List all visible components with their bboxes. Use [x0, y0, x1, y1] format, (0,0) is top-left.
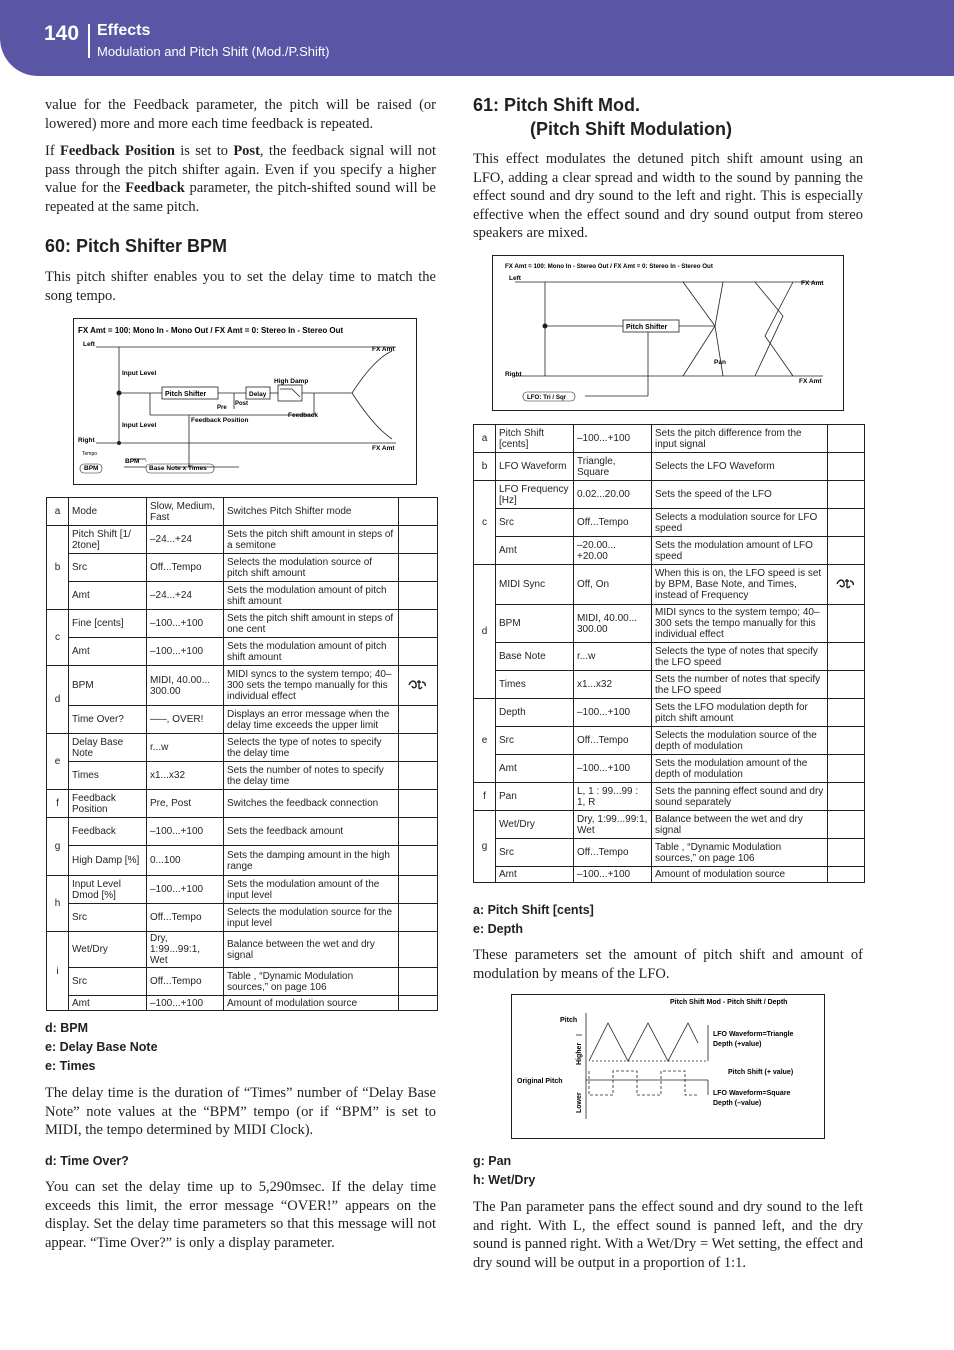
param-range: Dry, 1:99...99:1, Wet: [574, 811, 652, 839]
group-label: g: [474, 811, 496, 883]
table-row: [47, 554, 438, 582]
param-name: Feedback: [69, 818, 147, 846]
param-description: Sets the feedback amount: [224, 818, 399, 846]
tempo-sync-mark-cell: [399, 498, 438, 526]
param-name: Times: [69, 762, 147, 790]
param-description: Amount of modulation source: [224, 996, 399, 1011]
diagram-fx-amt-top: FX Amt: [372, 346, 395, 353]
table-row: [47, 582, 438, 610]
param-description: Table , “Dynamic Modulation sources,” on page 106: [652, 839, 828, 867]
tempo-sync-mark-cell: [828, 671, 865, 699]
subheading-depth: e: Depth: [473, 922, 523, 936]
tempo-sync-mark-cell: [828, 481, 865, 509]
header-divider: [88, 24, 90, 58]
tempo-sync-mark-cell: [399, 904, 438, 932]
subheading-wet-dry: h: Wet/Dry: [473, 1173, 536, 1187]
graph-depth-minus: Depth (–value): [713, 1100, 762, 1107]
section-heading-61-sub: (Pitch Shift Modulation): [530, 119, 732, 139]
tempo-sync-mark-cell: [828, 453, 865, 481]
table-row: [47, 968, 438, 996]
param-name: MIDI Sync: [496, 565, 574, 605]
paragraph-delay-time: The delay time is the duration of “Times” number of “Delay Base Note” note values at the “BPM” tempo (or if “BPM” is set to MIDI, the tempo determined by MIDI Clock).: [45, 1085, 436, 1139]
table-row: [474, 537, 865, 565]
param-description: Selects the type of notes to specify the delay time: [224, 734, 399, 762]
group-label: c: [47, 610, 69, 666]
diagram-label-right: Right: [78, 437, 95, 444]
table-row: [474, 727, 865, 755]
param-range: –100...+100: [147, 610, 224, 638]
param-range: –24...+24: [147, 526, 224, 554]
diagram2-fx-amt-top: FX Amt: [801, 280, 824, 287]
param-description: Selects the type of notes that specify the LFO speed: [652, 643, 828, 671]
diagram2-title: FX Amt = 100: Mono In - Stereo Out / FX Amt = 0: Stereo In - Stereo Out: [505, 263, 713, 270]
group-label: h: [47, 876, 69, 932]
tempo-sync-mark-cell: [399, 706, 438, 734]
table-row: [474, 671, 865, 699]
param-range: –100...+100: [574, 699, 652, 727]
param-name: Fine [cents]: [69, 610, 147, 638]
group-label: f: [474, 783, 496, 811]
subheading-block-r2: [473, 1152, 535, 1190]
diagram2-pitch-shifter: Pitch Shifter: [626, 324, 668, 331]
param-description: Sets the number of notes to specify the delay time: [224, 762, 399, 790]
param-description: Selects the modulation source of the depth of modulation: [652, 727, 828, 755]
tempo-sync-mark-cell: [828, 839, 865, 867]
param-range: –––, OVER!: [147, 706, 224, 734]
param-description: Selects the modulation source for the input level: [224, 904, 399, 932]
tempo-sync-mark-cell: [828, 867, 865, 883]
tempo-sync-mark-cell: [399, 790, 438, 818]
param-name: Src: [496, 727, 574, 755]
group-label: e: [47, 734, 69, 790]
param-range: r...w: [147, 734, 224, 762]
tempo-sync-mark-cell: [828, 755, 865, 783]
subsection-title: Modulation and Pitch Shift (Mod./P.Shift): [97, 44, 330, 59]
table-row: [47, 818, 438, 846]
table-row: [47, 876, 438, 904]
param-range: x1...x32: [574, 671, 652, 699]
paragraph-pan: The Pan parameter pans the effect sound and dry sound to the left and right. With L, the effect sound is panned left, and the dry sound is panned right. With a Wet/Dry = Wet setting, the effect and dry sound will be output in a proportion of 1:1.: [473, 1199, 863, 1271]
diagram2-lfo: LFO: Tri / Sqr: [527, 394, 567, 401]
param-name: Amt: [496, 867, 574, 883]
param-name: Amt: [69, 582, 147, 610]
diagram-high-damp: High Damp: [274, 378, 309, 385]
param-name: Src: [69, 554, 147, 582]
param-name: Time Over?: [69, 706, 147, 734]
table-row: [47, 666, 438, 706]
param-name: Src: [69, 904, 147, 932]
diagram2-pan: Pan: [714, 359, 726, 366]
graph-original-pitch: Original Pitch: [517, 1078, 563, 1085]
param-range: Off...Tempo: [574, 509, 652, 537]
tempo-sync-mark-cell: [399, 638, 438, 666]
diagram-pre: Pre: [217, 405, 227, 411]
param-range: –20.00... +20.00: [574, 537, 652, 565]
param-description: Sets the modulation amount of the input level: [224, 876, 399, 904]
table-row: [474, 755, 865, 783]
param-name: LFO Waveform: [496, 453, 574, 481]
param-description: Sets the pitch difference from the input signal: [652, 425, 828, 453]
param-name: Amt: [496, 755, 574, 783]
group-label: c: [474, 481, 496, 565]
table-row: [474, 699, 865, 727]
diagram-pitch-shifter: Pitch Shifter: [165, 391, 207, 398]
param-description: Selects the modulation source of pitch shift amount: [224, 554, 399, 582]
param-name: Wet/Dry: [496, 811, 574, 839]
group-label: b: [474, 453, 496, 481]
group-label: a: [474, 425, 496, 453]
param-description: Sets the pitch shift amount in steps of one cent: [224, 610, 399, 638]
tempo-sync-mark-cell: [399, 582, 438, 610]
diagram2-label-left: Left: [509, 275, 521, 282]
paragraph-pitch-depth: These parameters set the amount of pitch shift and amount of modulation by means of the LFO.: [473, 947, 863, 982]
diagram-label-left: Left: [83, 341, 95, 348]
table-row: [47, 526, 438, 554]
param-range: Dry, 1:99...99:1, Wet: [147, 932, 224, 968]
group-label: a: [47, 498, 69, 526]
section-61-description: This effect modulates the detuned pitch shift amount using an LFO, adding a clear spread and width to the sound by panning the effect sound and dry sound to the left and right. This is especially effective when the effect sound and dry sound output from stereo speakers are mixed.: [473, 151, 863, 242]
table-row: [47, 610, 438, 638]
table-row: [47, 498, 438, 526]
param-description: Balance between the wet and dry signal: [224, 932, 399, 968]
group-label: d: [47, 666, 69, 734]
tempo-sync-mark-cell: [399, 554, 438, 582]
subheading-pan: g: Pan: [473, 1154, 512, 1168]
table-row: [474, 867, 865, 883]
subheading-time-over: d: Time Over?: [45, 1154, 129, 1168]
param-range: –24...+24: [147, 582, 224, 610]
param-description: Displays an error message when the delay time exceeds the upper limit: [224, 706, 399, 734]
param-range: MIDI, 40.00... 300.00: [147, 666, 224, 706]
param-range: Off, On: [574, 565, 652, 605]
tempo-sync-mark-cell: [828, 565, 865, 605]
param-description: Sets the modulation amount of the depth of modulation: [652, 755, 828, 783]
tempo-sync-mark-cell: [828, 537, 865, 565]
table-row: [47, 638, 438, 666]
param-description: Sets the damping amount in the high range: [224, 846, 399, 876]
param-name: Feedback Position: [69, 790, 147, 818]
param-description: Selects the LFO Waveform: [652, 453, 828, 481]
group-label: f: [47, 790, 69, 818]
group-label: b: [47, 526, 69, 610]
table-row: [474, 425, 865, 453]
param-range: MIDI, 40.00... 300.00: [574, 605, 652, 643]
table-row: [47, 932, 438, 968]
diagram2-fx-amt-bottom: FX Amt: [799, 378, 822, 385]
param-range: –100...+100: [574, 867, 652, 883]
table-row: [474, 605, 865, 643]
graph-pitch-label: Pitch: [560, 1017, 578, 1024]
section-heading-60: 60: Pitch Shifter BPM: [45, 236, 228, 256]
param-description: Sets the LFO modulation depth for pitch shift amount: [652, 699, 828, 727]
param-range: L, 1 : 99...99 : 1, R: [574, 783, 652, 811]
diagram-input-level-bottom: Input Level: [122, 422, 157, 429]
tempo-sync-mark-cell: [828, 783, 865, 811]
group-label: g: [47, 818, 69, 876]
param-description: Balance between the wet and dry signal: [652, 811, 828, 839]
param-description: Amount of modulation source: [652, 867, 828, 883]
subheading-times: e: Times: [45, 1059, 96, 1073]
param-name: High Damp [%]: [69, 846, 147, 876]
param-description: MIDI syncs to the system tempo; 40–300 sets the tempo manually for this individual effect: [224, 666, 399, 706]
diagram-input-level-top: Input Level: [122, 370, 157, 377]
parameter-table-61: [473, 424, 865, 883]
diagram2-label-right: Right: [505, 371, 522, 378]
tempo-sync-mark-cell: [399, 968, 438, 996]
param-description: Selects a modulation source for LFO speed: [652, 509, 828, 537]
section-60-description: This pitch shifter enables you to set the delay time to match the song tempo.: [45, 269, 436, 304]
table-row: [474, 481, 865, 509]
param-range: –100...+100: [147, 876, 224, 904]
diagram-tempo: Tempo: [82, 451, 98, 457]
table-row: [474, 839, 865, 867]
param-name: Pitch Shift [cents]: [496, 425, 574, 453]
group-label: d: [474, 565, 496, 699]
graph-lfo-triangle: LFO Waveform=Triangle: [713, 1031, 794, 1038]
param-name: LFO Frequency [Hz]: [496, 481, 574, 509]
tempo-sync-mark-cell: [399, 762, 438, 790]
tempo-sync-mark-cell: [399, 666, 438, 706]
param-name: Amt: [69, 638, 147, 666]
tempo-sync-mark-cell: [399, 876, 438, 904]
tempo-sync-mark-cell: [828, 699, 865, 727]
param-description: Sets the number of notes that specify the LFO speed: [652, 671, 828, 699]
paragraph-time-over: You can set the delay time up to 5,290msec. If the delay time exceeds this limit, the error message “OVER!” appears on the display. Set the delay time parameters so that this message will not appear. “Time Over?” is only a display parameter.: [45, 1179, 436, 1251]
diagram-base-note-times: Base Note x Times: [149, 465, 207, 472]
tempo-sync-mark-cell: [399, 734, 438, 762]
group-label: e: [474, 699, 496, 783]
param-range: Off...Tempo: [574, 839, 652, 867]
table-row: [47, 734, 438, 762]
subheading-pitch-shift-cents: a: Pitch Shift [cents]: [473, 903, 594, 917]
pitch-shift-depth-graph: [511, 994, 825, 1139]
table-row: [474, 565, 865, 605]
param-name: Src: [496, 839, 574, 867]
param-description: Sets the modulation amount of pitch shift amount: [224, 582, 399, 610]
param-name: Wet/Dry: [69, 932, 147, 968]
table-row: [474, 509, 865, 537]
tempo-sync-mark-cell: [828, 509, 865, 537]
table-row: [47, 762, 438, 790]
param-description: Switches the feedback connection: [224, 790, 399, 818]
table-row: [47, 790, 438, 818]
group-label: i: [47, 932, 69, 1011]
param-name: BPM: [69, 666, 147, 706]
param-name: Input Level Dmod [%]: [69, 876, 147, 904]
param-range: Off...Tempo: [147, 968, 224, 996]
param-description: Sets the pitch shift amount in steps of a semitone: [224, 526, 399, 554]
param-range: –100...+100: [574, 425, 652, 453]
param-range: Off...Tempo: [147, 904, 224, 932]
param-name: BPM: [496, 605, 574, 643]
param-range: Slow, Medium, Fast: [147, 498, 224, 526]
diagram-svg: [74, 319, 416, 484]
diagram-bpm: BPM: [125, 458, 140, 465]
param-description: Sets the modulation amount of LFO speed: [652, 537, 828, 565]
param-name: Src: [496, 509, 574, 537]
param-name: Src: [69, 968, 147, 996]
param-description: When this is on, the LFO speed is set by BPM, Base Note, and Times, instead of Frequency: [652, 565, 828, 605]
diagram-fx-amt-bottom: FX Amt: [372, 445, 395, 452]
table-row: [474, 783, 865, 811]
param-range: 0.02...20.00: [574, 481, 652, 509]
param-description: Switches Pitch Shifter mode: [224, 498, 399, 526]
diagram-delay: Delay: [249, 391, 267, 398]
param-range: Off...Tempo: [147, 554, 224, 582]
tempo-sync-mark-cell: [399, 610, 438, 638]
pitch-shift-mod-diagram: [492, 255, 844, 411]
param-description: Sets the modulation amount of pitch shift amount: [224, 638, 399, 666]
tempo-sync-mark-cell: [399, 818, 438, 846]
diagram-post: Post: [235, 401, 249, 407]
graph-lfo-square: LFO Waveform=Square: [713, 1090, 791, 1097]
param-name: Amt: [496, 537, 574, 565]
subheading-bpm: d: BPM: [45, 1021, 89, 1035]
param-range: Off...Tempo: [574, 727, 652, 755]
tempo-sync-mark-cell: [828, 727, 865, 755]
page-number: 140: [44, 22, 80, 45]
param-range: –100...+100: [147, 996, 224, 1011]
diagram-feedback: Feedback: [288, 412, 318, 419]
tempo-sync-mark-cell: [399, 996, 438, 1011]
param-description: Table , “Dynamic Modulation sources,” on page 106: [224, 968, 399, 996]
param-name: Amt: [69, 996, 147, 1011]
tempo-sync-mark-cell: [828, 605, 865, 643]
intro-paragraph-2: If Feedback Position is set to Post, the feedback signal will not pass through the pitch shifter again. Even if you specify a higher value for the Feedback parameter, the pitch-shifted sound will be repeated at the same pitch.: [45, 143, 436, 215]
table-row: [47, 846, 438, 876]
subheading-delay-base-note: e: Delay Base Note: [45, 1040, 158, 1054]
table-row: [474, 453, 865, 481]
param-range: –100...+100: [574, 755, 652, 783]
param-name: Delay Base Note: [69, 734, 147, 762]
param-name: Depth: [496, 699, 574, 727]
param-range: Pre, Post: [147, 790, 224, 818]
table-row: [474, 643, 865, 671]
tempo-sync-mark-cell: [399, 846, 438, 876]
graph-lower: Lower: [576, 1092, 583, 1113]
param-name: Times: [496, 671, 574, 699]
param-description: Sets the speed of the LFO: [652, 481, 828, 509]
param-name: Base Note: [496, 643, 574, 671]
diagram-feedback-position: Feedback Position: [191, 417, 249, 424]
pitch-shifter-bpm-diagram: [73, 318, 417, 485]
section-heading-61: 61: Pitch Shift Mod.: [473, 95, 641, 115]
param-range: x1...x32: [147, 762, 224, 790]
table-row: [474, 811, 865, 839]
param-range: Triangle, Square: [574, 453, 652, 481]
param-name: Pitch Shift [1/ 2tone]: [69, 526, 147, 554]
section-title: Effects: [97, 22, 151, 39]
table-row: [47, 706, 438, 734]
graph-higher: Higher: [576, 1042, 583, 1065]
tempo-sync-mark-cell: [399, 932, 438, 968]
subheading-block-r1: [473, 901, 594, 939]
graph-pitch-shift-plus: Pitch Shift (+ value): [728, 1069, 794, 1076]
tempo-sync-mark-cell: [399, 526, 438, 554]
param-range: r...w: [574, 643, 652, 671]
param-description: Sets the panning effect sound and dry sound separately: [652, 783, 828, 811]
param-name: Pan: [496, 783, 574, 811]
tempo-sync-icon: [407, 678, 429, 690]
subheading-block-1: [45, 1019, 158, 1076]
parameter-table-60: [46, 497, 438, 1011]
graph-title: Pitch Shift Mod - Pitch Shift / Depth: [670, 999, 788, 1006]
page-header: [0, 0, 954, 76]
param-name: Mode: [69, 498, 147, 526]
param-range: –100...+100: [147, 818, 224, 846]
intro-paragraph-1: value for the Feedback parameter, the pitch will be raised (or lowered) more and more each time feedback is repeated.: [45, 97, 436, 132]
diagram-bpm-box: BPM: [84, 465, 99, 472]
param-range: –100...+100: [147, 638, 224, 666]
table-row: [47, 904, 438, 932]
diagram-title: FX Amt = 100: Mono In - Mono Out / FX Amt = 0: Stereo In - Stereo Out: [78, 326, 344, 335]
tempo-sync-mark-cell: [828, 425, 865, 453]
param-description: MIDI syncs to the system tempo; 40–300 sets the tempo manually for this individual effect: [652, 605, 828, 643]
table-row: [47, 996, 438, 1011]
param-range: 0...100: [147, 846, 224, 876]
tempo-sync-icon: [835, 577, 857, 589]
graph-depth-plus: Depth (+value): [713, 1041, 762, 1048]
tempo-sync-mark-cell: [828, 643, 865, 671]
tempo-sync-mark-cell: [828, 811, 865, 839]
